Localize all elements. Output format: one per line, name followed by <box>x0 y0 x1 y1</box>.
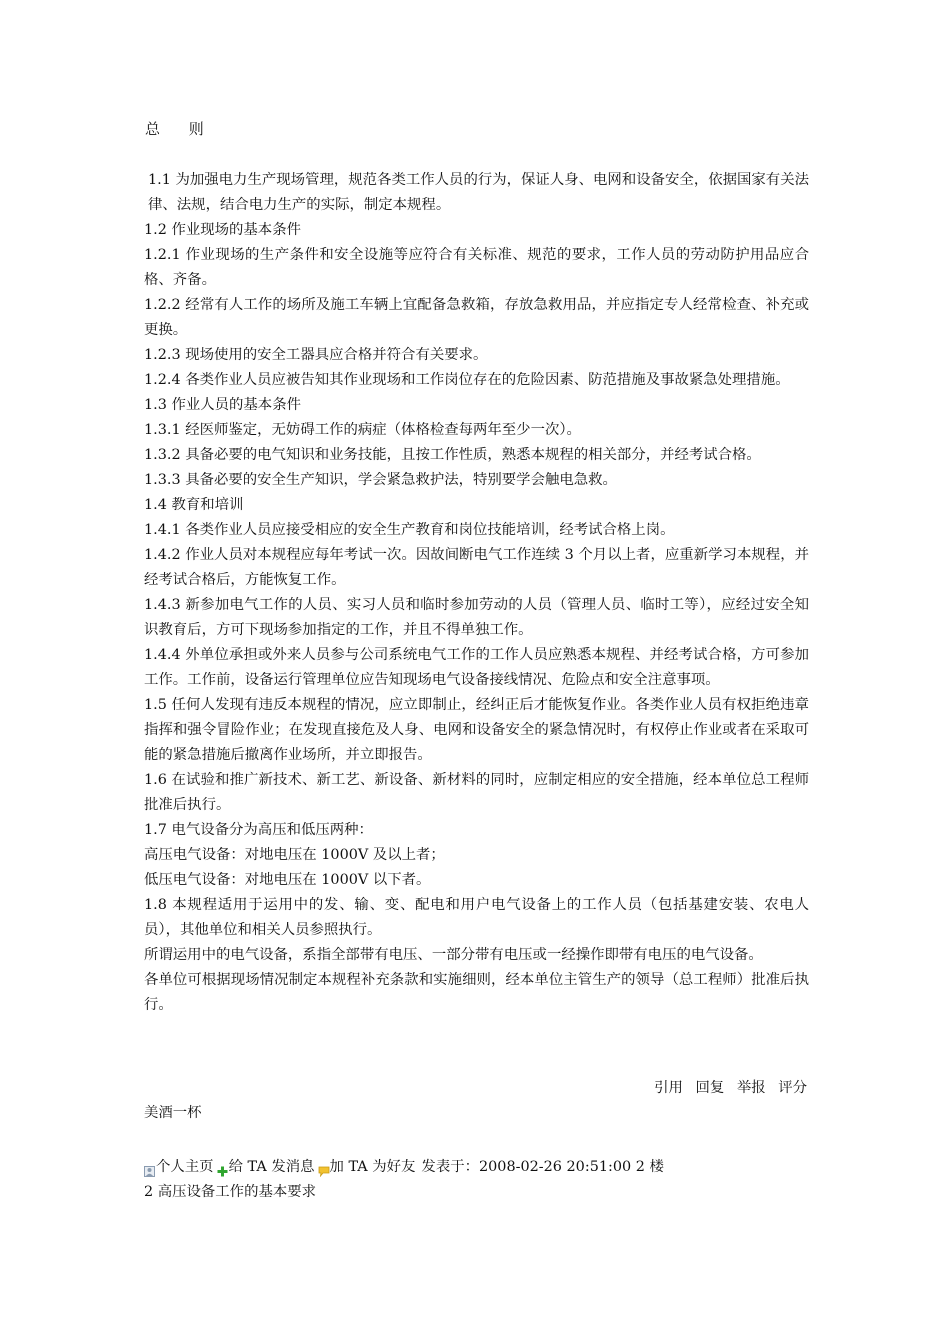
post-actions <box>600 1076 807 1101</box>
post-author[interactable]: 美酒一杯 <box>144 1105 202 1121</box>
section-heading: 2 高压设备工作的基本要求 <box>144 1184 317 1200</box>
paragraph: 高压电气设备：对地电压在 1000V 及以上者； <box>144 847 445 863</box>
document-body <box>144 168 809 1018</box>
quote-link[interactable]: 引用 <box>654 1080 683 1096</box>
profile-link[interactable]: 个人主页 <box>156 1159 214 1175</box>
add-friend-link[interactable]: 加 TA 为好友 <box>329 1159 416 1175</box>
paragraph: 1.5 任何人发现有违反本规程的情况，应立即制止，经纠正后才能恢复作业。各类作业人员有权拒绝违章指挥和强令冒险作业；在发现直接危及人身、电网和设备安全的紧急情况时，有权停止作业或者在采取可能的紧急措施后撤离作业场所，并立即报告。 <box>144 697 809 763</box>
paragraph: 各单位可根据现场情况制定本规程补充条款和实施细则，经本单位主管生产的领导（总工程师）批准后执行。 <box>144 972 809 1013</box>
paragraph: 1.7 电气设备分为高压和低压两种： <box>144 822 373 838</box>
paragraph: 1.4.2 作业人员对本规程应每年考试一次。因故间断电气工作连续 3 个月以上者，应重新学习本规程，并经考试合格后，方能恢复工作。 <box>144 547 809 588</box>
rate-link[interactable]: 评分 <box>778 1080 807 1096</box>
speech-bubble-icon <box>318 1161 329 1172</box>
paragraph: 所谓运用中的电气设备，系指全部带有电压、一部分带有电压或一经操作即带有电压的电气设备。 <box>144 947 763 963</box>
paragraph: 1.3.1 经医师鉴定，无妨碍工作的病症（体格检查每两年至少一次）。 <box>144 422 581 438</box>
paragraph: 1.3 作业人员的基本条件 <box>144 397 301 413</box>
report-link[interactable]: 举报 <box>736 1080 766 1096</box>
reply-link[interactable]: 回复 <box>695 1080 725 1096</box>
paragraph: 1.2.4 各类作业人员应被告知其作业现场和工作岗位存在的危险因素、防范措施及事故紧急处理措施。 <box>144 372 790 388</box>
paragraph: 1.4.4 外单位承担或外来人员参与公司系统电气工作的工作人员应熟悉本规程、并经考试合格，方可参加工作。工作前，设备运行管理单位应告知现场电气设备接线情况、危险点和安全注意事项。 <box>144 647 809 688</box>
post-meta-bar <box>144 1155 664 1180</box>
paragraph: 1.3.3 具备必要的安全生产知识，学会紧急救护法，特别要学会触电急救。 <box>144 472 617 488</box>
paragraph: 1.4.1 各类作业人员应接受相应的安全生产教育和岗位技能培训，经考试合格上岗。 <box>144 522 675 538</box>
paragraph: 1.4.3 新参加电气工作的人员、实习人员和临时参加劳动的人员（管理人员、临时工等），应经过安全知识教育后，方可下现场参加指定的工作，并且不得单独工作。 <box>144 597 809 638</box>
paragraph: 1.4 教育和培训 <box>144 497 244 513</box>
paragraph: 低压电气设备：对地电压在 1000V 以下者。 <box>144 872 431 888</box>
paragraph: 1.8 本规程适用于运用中的发、输、变、配电和用户电气设备上的工作人员（包括基建安装、农电人员），其他单位和相关人员参照执行。 <box>144 897 809 938</box>
paragraph: 1.2.2 经常有人工作的场所及施工车辆上宜配备急救箱，存放急救用品，并应指定专人经常检查、补充或更换。 <box>144 297 809 338</box>
paragraph: 1.2.1 作业现场的生产条件和安全设施等应符合有关标准、规范的要求，工作人员的劳动防护用品应合格、齐备。 <box>144 247 809 288</box>
paragraph: 1.2 作业现场的基本条件 <box>144 222 301 238</box>
paragraph: 1.1 为加强电力生产现场管理，规范各类工作人员的行为，保证人身、电网和设备安全，依据国家有关法律、法规，结合电力生产的实际，制定本规程。 <box>148 172 809 213</box>
paragraph: 1.6 在试验和推广新技术、新工艺、新设备、新材料的同时，应制定相应的安全措施，经本单位总工程师批准后执行。 <box>144 772 809 813</box>
posted-info: 发表于：2008-02-26 20:51:00 2 楼 <box>421 1159 664 1175</box>
paragraph: 1.2.3 现场使用的安全工器具应合格并符合有关要求。 <box>144 347 488 363</box>
profile-icon <box>144 1161 155 1172</box>
plus-icon <box>217 1161 228 1172</box>
send-message-link[interactable]: 给 TA 发消息 <box>228 1159 315 1175</box>
page-title: 总 则 <box>145 120 216 138</box>
paragraph: 1.3.2 具备必要的电气知识和业务技能，且按工作性质，熟悉本规程的相关部分，并经考试合格。 <box>144 447 761 463</box>
